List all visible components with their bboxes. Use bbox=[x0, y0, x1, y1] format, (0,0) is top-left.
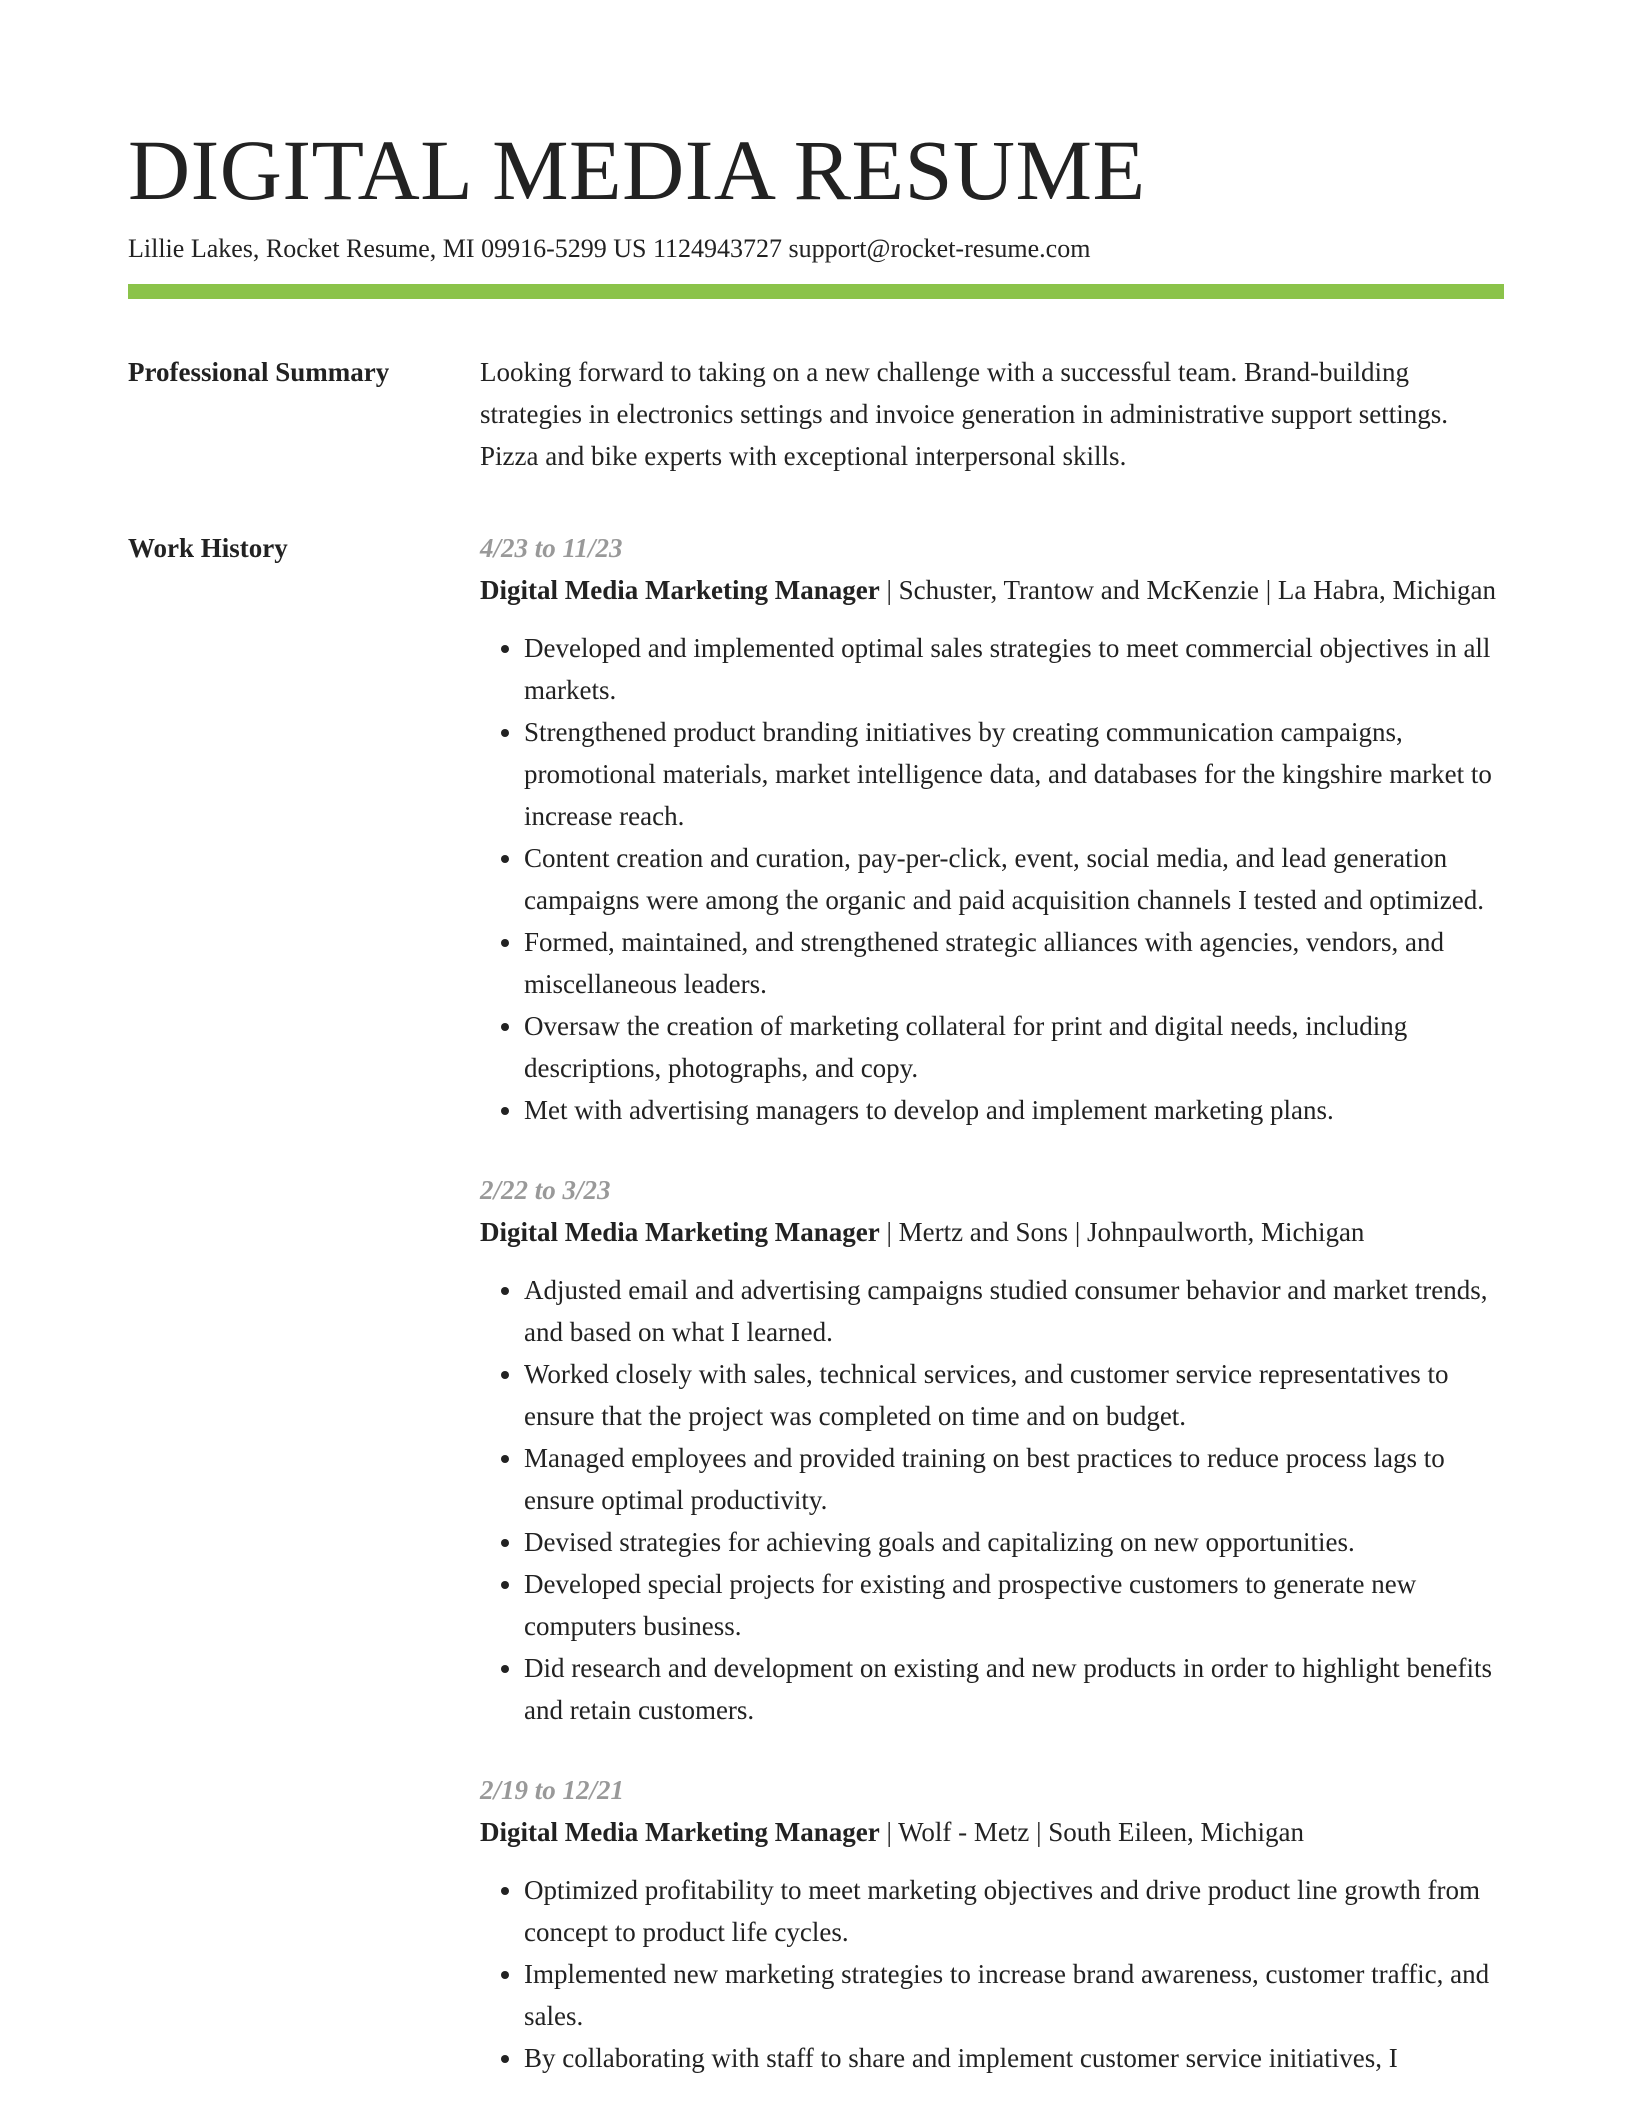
contact-email[interactable]: support@rocket-resume.com bbox=[788, 234, 1091, 263]
job-heading bbox=[480, 1211, 1504, 1253]
job-bullet: • Adjusted email and advertising campaigns studied consumer behavior and market trends, and based on what I learned. bbox=[524, 1269, 1504, 1353]
job-bullet: • Developed and implemented optimal sales strategies to meet commercial objectives in all markets. bbox=[524, 627, 1504, 711]
header-divider bbox=[128, 284, 1504, 299]
job-bullet: • Strengthened product branding initiatives by creating communication campaigns, promotional materials, market intelligence data, and databases for the kingshire market to increase reach. bbox=[524, 711, 1504, 837]
job-entry bbox=[480, 1769, 1504, 2079]
work-history-section bbox=[128, 527, 1504, 2117]
job-bullet: • Worked closely with sales, technical services, and customer service representatives to ensure that the project was completed on time and on budget. bbox=[524, 1353, 1504, 1437]
job-bullets bbox=[480, 1869, 1504, 2079]
job-employer-location: | Wolf - Metz | South Eileen, Michigan bbox=[879, 1817, 1305, 1847]
job-entry bbox=[480, 1169, 1504, 1731]
contact-phone: 1124943727 bbox=[652, 234, 783, 263]
section-title-work-history: Work History bbox=[128, 533, 288, 563]
job-dates: 2/19 to 12/21 bbox=[480, 1775, 625, 1805]
job-bullets bbox=[480, 627, 1504, 1131]
job-entry bbox=[480, 527, 1504, 1131]
job-bullet: • By collaborating with staff to share and implement customer service initiatives, I bbox=[524, 2037, 1504, 2079]
section-title-summary: Professional Summary bbox=[128, 357, 390, 387]
summary-text: Looking forward to taking on a new challenge with a successful team. Brand-building strategies in electronics settings and invoice generation in administrative support settings. Pizza and bike experts with exceptional interpersonal skills. bbox=[480, 357, 1449, 471]
job-dates: 4/23 to 11/23 bbox=[480, 533, 623, 563]
job-bullet: • Devised strategies for achieving goals and capitalizing on new opportunities. bbox=[524, 1521, 1504, 1563]
professional-summary-section bbox=[128, 351, 1504, 477]
job-title: Digital Media Marketing Manager bbox=[480, 1217, 880, 1247]
resume-title: DIGITAL MEDIA RESUME bbox=[128, 122, 1146, 218]
contact-line bbox=[128, 232, 1504, 266]
job-bullet: • Content creation and curation, pay-per-click, event, social media, and lead generation campaigns were among the organic and paid acquisition channels I tested and optimized. bbox=[524, 837, 1504, 921]
job-bullet: • Did research and development on existing and new products in order to highlight benefits and retain customers. bbox=[524, 1647, 1504, 1731]
resume-page bbox=[128, 118, 1504, 2117]
job-employer-location: | Schuster, Trantow and McKenzie | La Habra, Michigan bbox=[879, 575, 1497, 605]
job-heading bbox=[480, 1811, 1504, 1853]
job-bullet: • Met with advertising managers to develop and implement marketing plans. bbox=[524, 1089, 1504, 1131]
job-employer-location: | Mertz and Sons | Johnpaulworth, Michigan bbox=[879, 1217, 1365, 1247]
job-bullet: • Formed, maintained, and strengthened strategic alliances with agencies, vendors, and miscellaneous leaders. bbox=[524, 921, 1504, 1005]
job-title: Digital Media Marketing Manager bbox=[480, 575, 880, 605]
job-bullet: • Developed special projects for existing and prospective customers to generate new computers business. bbox=[524, 1563, 1504, 1647]
job-dates: 2/22 to 3/23 bbox=[480, 1175, 611, 1205]
job-title: Digital Media Marketing Manager bbox=[480, 1817, 880, 1847]
job-bullet: • Managed employees and provided training on best practices to reduce process lags to ensure optimal productivity. bbox=[524, 1437, 1504, 1521]
job-heading bbox=[480, 569, 1504, 611]
contact-address: Lillie Lakes, Rocket Resume, MI 09916-5299 US bbox=[128, 234, 647, 263]
job-bullets bbox=[480, 1269, 1504, 1731]
job-bullet: • Optimized profitability to meet marketing objectives and drive product line growth from concept to product life cycles. bbox=[524, 1869, 1504, 1953]
work-history-list bbox=[480, 527, 1504, 2117]
job-bullet: • Implemented new marketing strategies to increase brand awareness, customer traffic, and sales. bbox=[524, 1953, 1504, 2037]
job-bullet: • Oversaw the creation of marketing collateral for print and digital needs, including descriptions, photographs, and copy. bbox=[524, 1005, 1504, 1089]
